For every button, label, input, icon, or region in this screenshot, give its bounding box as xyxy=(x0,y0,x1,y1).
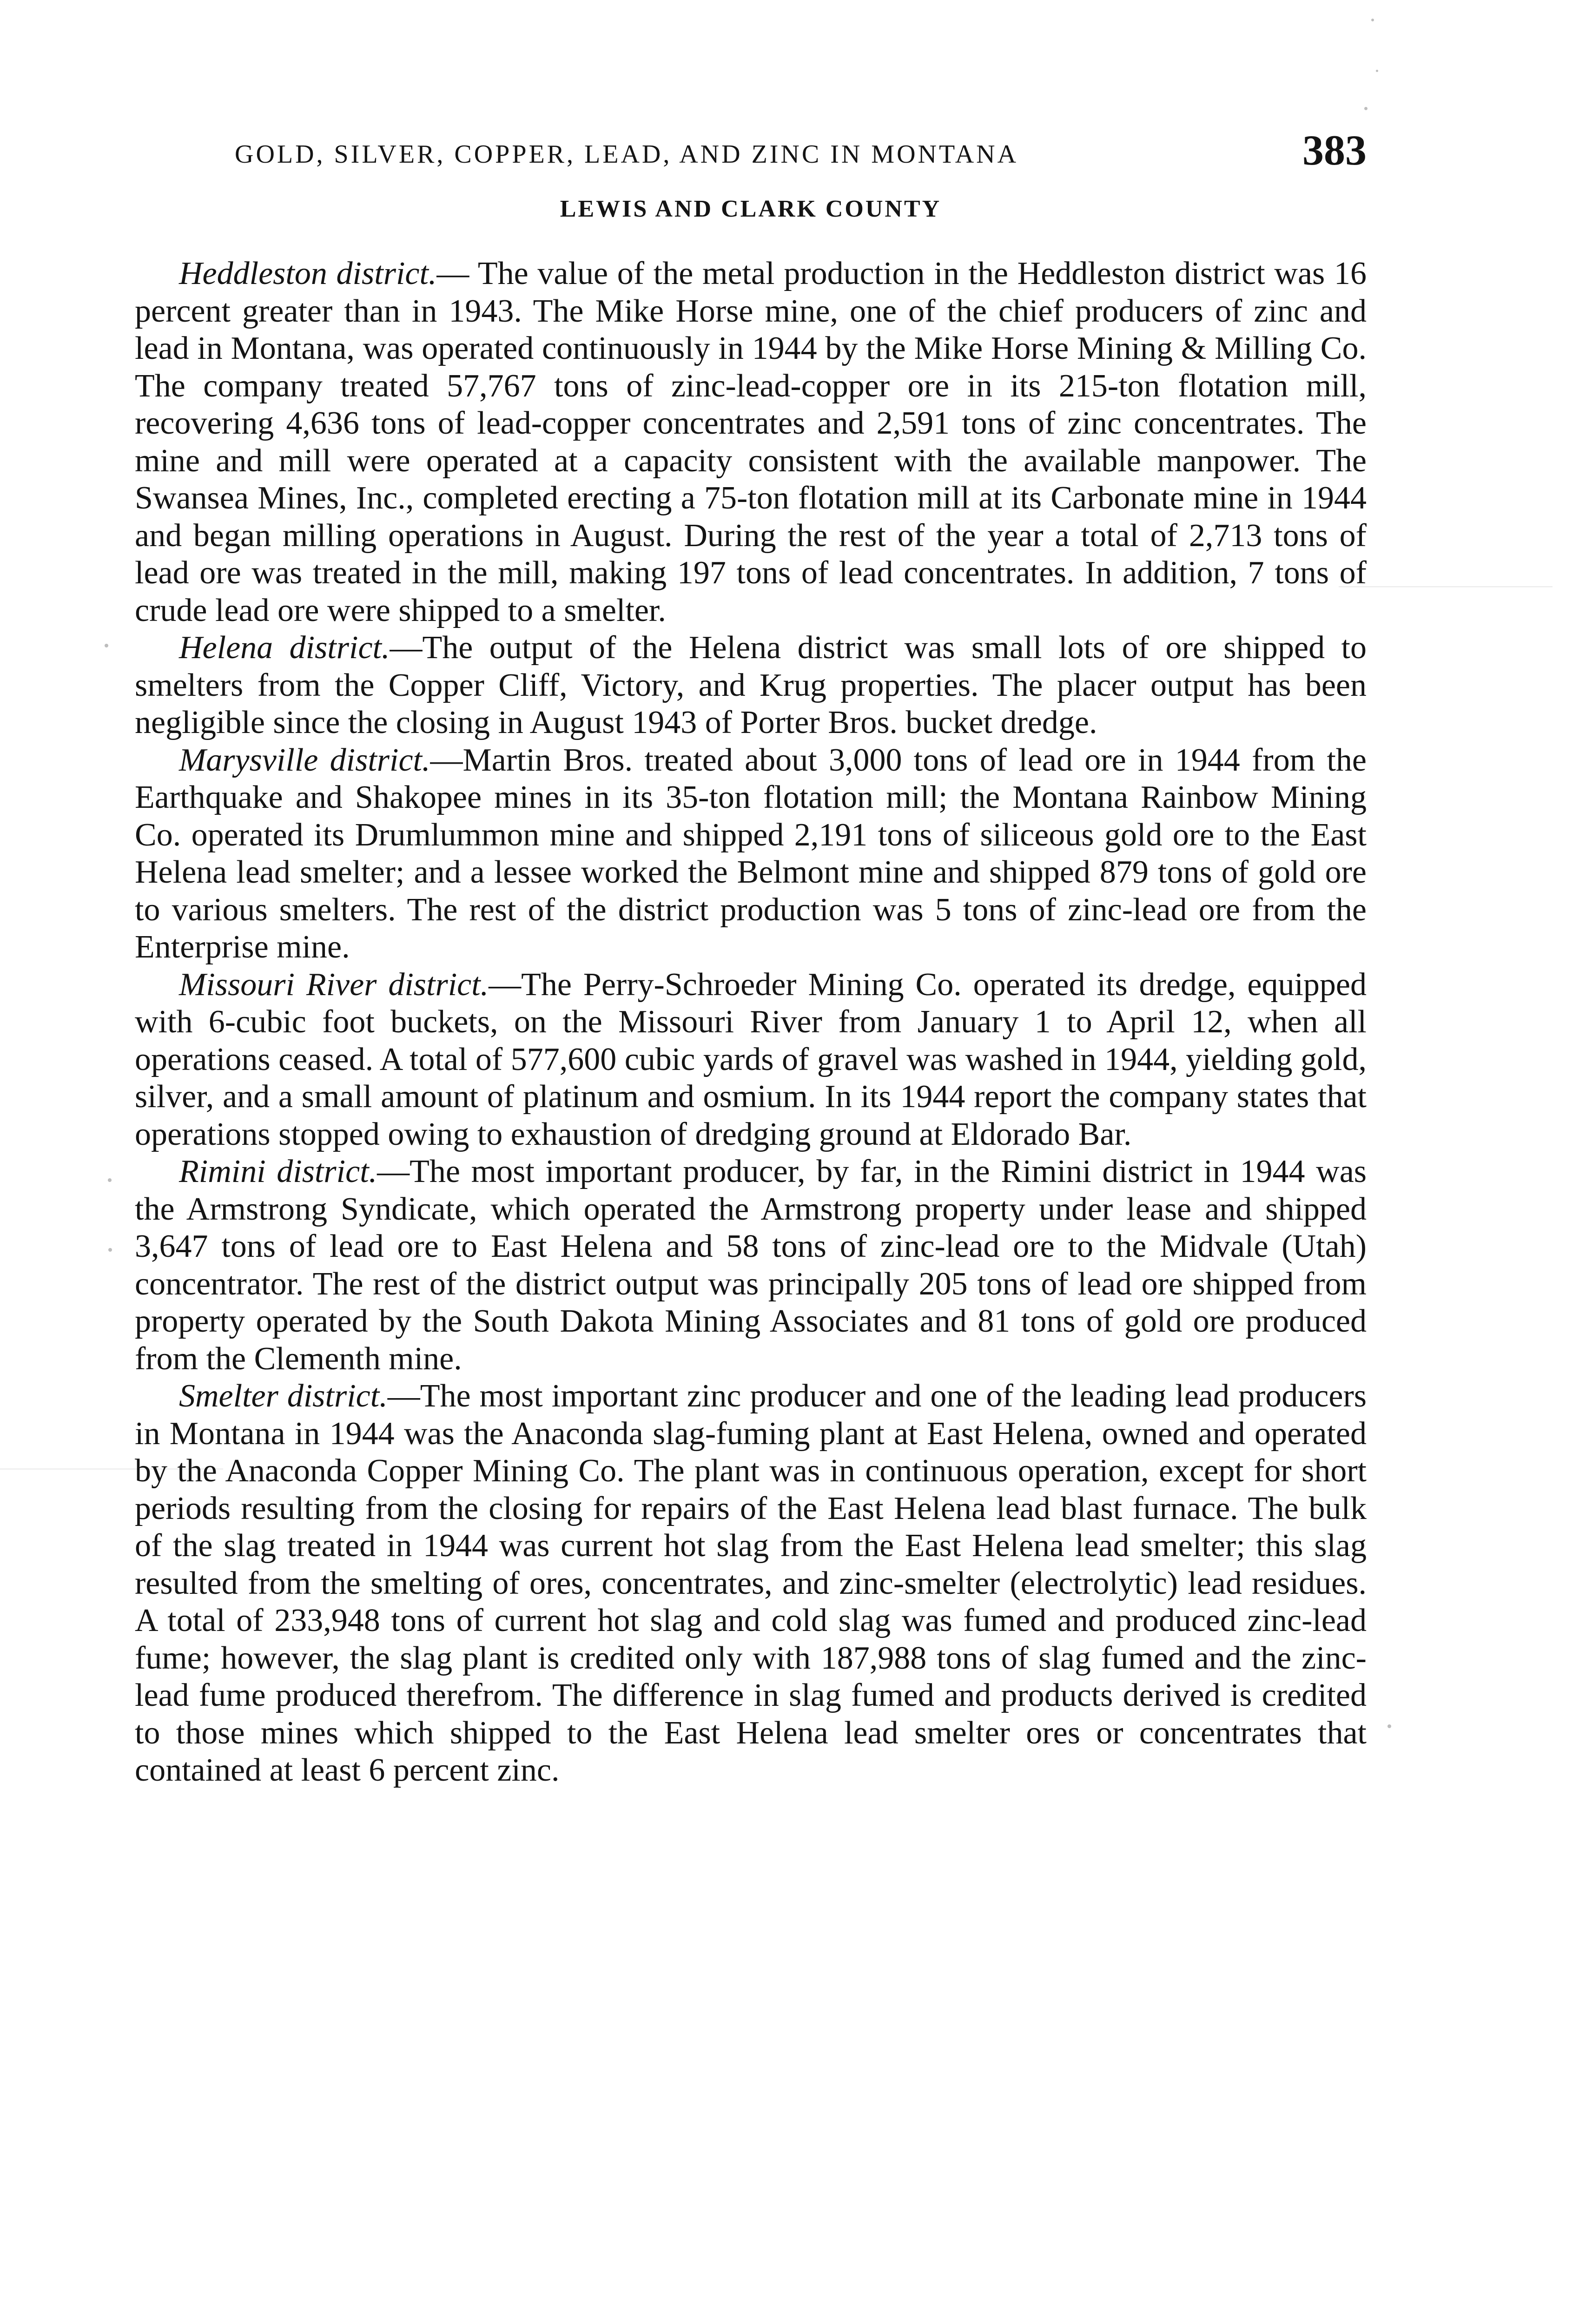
district-name: Heddleston district. xyxy=(179,256,437,291)
district-name: Rimini district. xyxy=(179,1154,377,1189)
document-page xyxy=(135,125,1367,1789)
scan-artifact-speck xyxy=(1376,70,1378,72)
paragraph-text: —Martin Bros. treated about 3,000 tons of lead ore in 1944 from the Earthquake and Shakopee mines in its 35-ton flotation mill; the Montana Rainbow Mining Co. operated its Drumlummon mine and shipped 2,191 tons of siliceous gold ore to the East Helena lead smelter; and a lessee worked the Belmont mine and shipped 879 tons of gold ore to various smelters. The rest of the district production was 5 tons of zinc-lead ore from the Enterprise mine. xyxy=(135,742,1367,965)
page-number: 383 xyxy=(1302,126,1367,174)
scan-artifact-speck xyxy=(1364,107,1368,110)
paragraph-heddleston xyxy=(135,255,1367,629)
scan-artifact-speck xyxy=(1371,19,1374,21)
paragraph-helena xyxy=(135,629,1367,742)
paragraph-rimini xyxy=(135,1153,1367,1378)
paragraph-text: — The value of the metal production in the Heddleston district was 16 percent greater than in 1943. The Mike Horse mine, one of the chief producers of zinc and lead in Montana, was operated continuously in 1944 by the Mike Horse Mining & Milling Co. The company treated 57,767 tons of zinc-lead-copper ore in its 215-ton flotation mill, recovering 4,636 tons of lead-copper concentrates and 2,591 tons of zinc concentrates. The mine and mill were operated at a capacity consistent with the available manpower. The Swansea Mines, Inc., completed erecting a 75-ton flotation mill at its Carbonate mine in 1944 and began milling operations in August. During the rest of the year a total of 2,713 tons of lead ore was treated in the mill, making 197 tons of lead concentrates. In addition, 7 tons of crude lead ore were shipped to a smelter. xyxy=(135,256,1367,628)
paragraph-text: —The most important producer, by far, in the Rimini district in 1944 was the Armstrong Syndicate, which operated the Armstrong property under lease and shipped 3,647 tons of lead ore to East Helena and 58 tons of zinc-lead ore to the Midvale (Utah) concentrator. The rest of the district output was principally 205 tons of lead ore shipped from property operated by the South Dakota Mining Associates and 81 tons of gold ore produced from the Clementh mine. xyxy=(135,1154,1367,1377)
scan-artifact-speck xyxy=(1387,1724,1391,1728)
scan-artifact-speck xyxy=(108,1248,112,1252)
running-title: GOLD, SILVER, COPPER, LEAD, AND ZINC IN MONTANA xyxy=(235,140,1019,169)
district-name: Marysville district. xyxy=(179,742,430,778)
paragraph-text: —The most important zinc producer and one of the leading lead producers in Montana in 1944 was the Anaconda slag-fuming plant at East Helena, owned and operated by the Anaconda Copper Mining Co. The plant was in continuous operation, except for short periods resulting from the closing for repairs of the East Helena lead blast furnace. The bulk of the slag treated in 1944 was current hot slag from the East Helena lead smelter; this slag resulted from the smelting of ores, concentrates, and zinc-smelter (electrolytic) lead residues. A total of 233,948 tons of current hot slag and cold slag was fumed and produced zinc-lead fume; however, the slag plant is credited only with 187,988 tons of slag fumed and the zinc-lead fume produced therefrom. The difference in slag fumed and products derived is credited to those mines which shipped to the East Helena lead smelter ores or concentrates that contained at least 6 percent zinc. xyxy=(135,1378,1367,1788)
scan-artifact-speck xyxy=(105,644,108,647)
section-heading: LEWIS AND CLARK COUNTY xyxy=(560,196,942,222)
paragraph-marysville xyxy=(135,742,1367,966)
district-name: Helena district. xyxy=(179,630,390,666)
district-name: Missouri River district. xyxy=(179,966,489,1003)
paragraph-smelter xyxy=(135,1378,1367,1789)
scan-artifact-speck xyxy=(108,1178,112,1182)
district-name: Smelter district. xyxy=(179,1378,388,1414)
paragraph-text: —The output of the Helena district was small lots of ore shipped to smelters from the Copper Cliff, Victory, and Krug properties. The placer output has been negligible since the closing in August 1943 of Porter Bros. bucket dredge. xyxy=(135,630,1367,740)
running-header xyxy=(135,125,1367,186)
paragraph-text: —The Perry-Schroeder Mining Co. operated its dredge, equipped with 6-cubic foot buckets, on the Missouri River from January 1 to April 12, when all operations ceased. A total of 577,600 cubic yards of gravel was washed in 1944, yielding gold, silver, and a small amount of platinum and osmium. In its 1944 report the company states that operations stopped owing to exhaustion of dredging ground at Eldorado Bar. xyxy=(135,966,1367,1152)
paragraph-missouri-river xyxy=(135,966,1367,1154)
